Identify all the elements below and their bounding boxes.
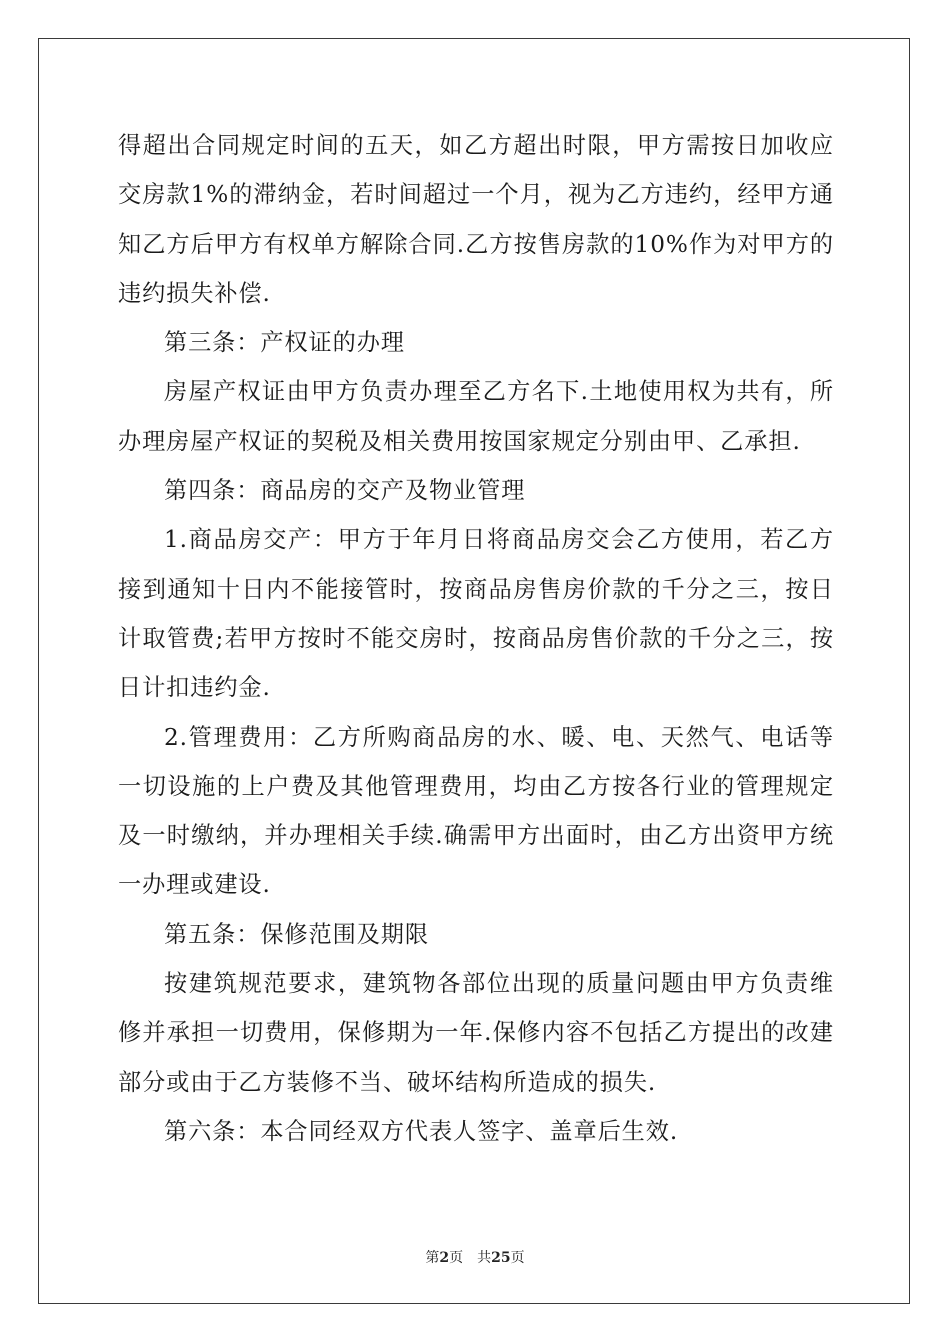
page-label-suffix: 页 — [449, 1250, 464, 1266]
page-footer — [0, 1247, 950, 1267]
paragraph: 按建筑规范要求，建筑物各部位出现的质量问题由甲方负责维修并承担一切费用，保修期为一年.保修内容不包括乙方提出的改建部分或由于乙方装修不当、破坏结构所造成的损失. — [118, 970, 834, 1096]
paragraph: 1.商品房交产：甲方于年月日将商品房交会乙方使用，若乙方接到通知十日内不能接管时，按商品房售房价款的千分之三，按日计取管费;若甲方按时不能交房时，按商品房售价款的千分之三，按日计扣违约金. — [118, 526, 834, 702]
section-heading: 第四条：商品房的交产及物业管理 — [164, 477, 526, 505]
section-heading: 第五条：保修范围及期限 — [164, 920, 429, 948]
paragraph: 2.管理费用：乙方所购商品房的水、暖、电、天然气、电话等一切设施的上户费及其他管理费用，均由乙方按各行业的管理规定及一时缴纳，并办理相关手续.确需甲方出面时，由乙方出资甲方统一办理或建设. — [118, 723, 834, 899]
page-number: 2 — [439, 1250, 450, 1266]
paragraph: 房屋产权证由甲方负责办理至乙方名下.土地使用权为共有，所办理房屋产权证的契税及相关费用按国家规定分别由甲、乙承担. — [118, 378, 834, 455]
section-heading: 第三条：产权证的办理 — [164, 329, 405, 357]
document-body — [118, 121, 834, 1156]
total-label-suffix: 页 — [510, 1250, 525, 1266]
section-heading: 第六条：本合同经双方代表人签字、盖章后生效. — [164, 1117, 679, 1145]
total-label-prefix: 共 — [477, 1250, 492, 1266]
total-pages: 25 — [491, 1250, 511, 1266]
paragraph: 得超出合同规定时间的五天，如乙方超出时限，甲方需按日加收应交房款1%的滞纳金，若时间超过一个月，视为乙方违约，经甲方通知乙方后甲方有权单方解除合同.乙方按售房款的10%作为对甲方的违约损失补偿. — [118, 132, 834, 307]
page-label-prefix: 第 — [425, 1250, 440, 1266]
